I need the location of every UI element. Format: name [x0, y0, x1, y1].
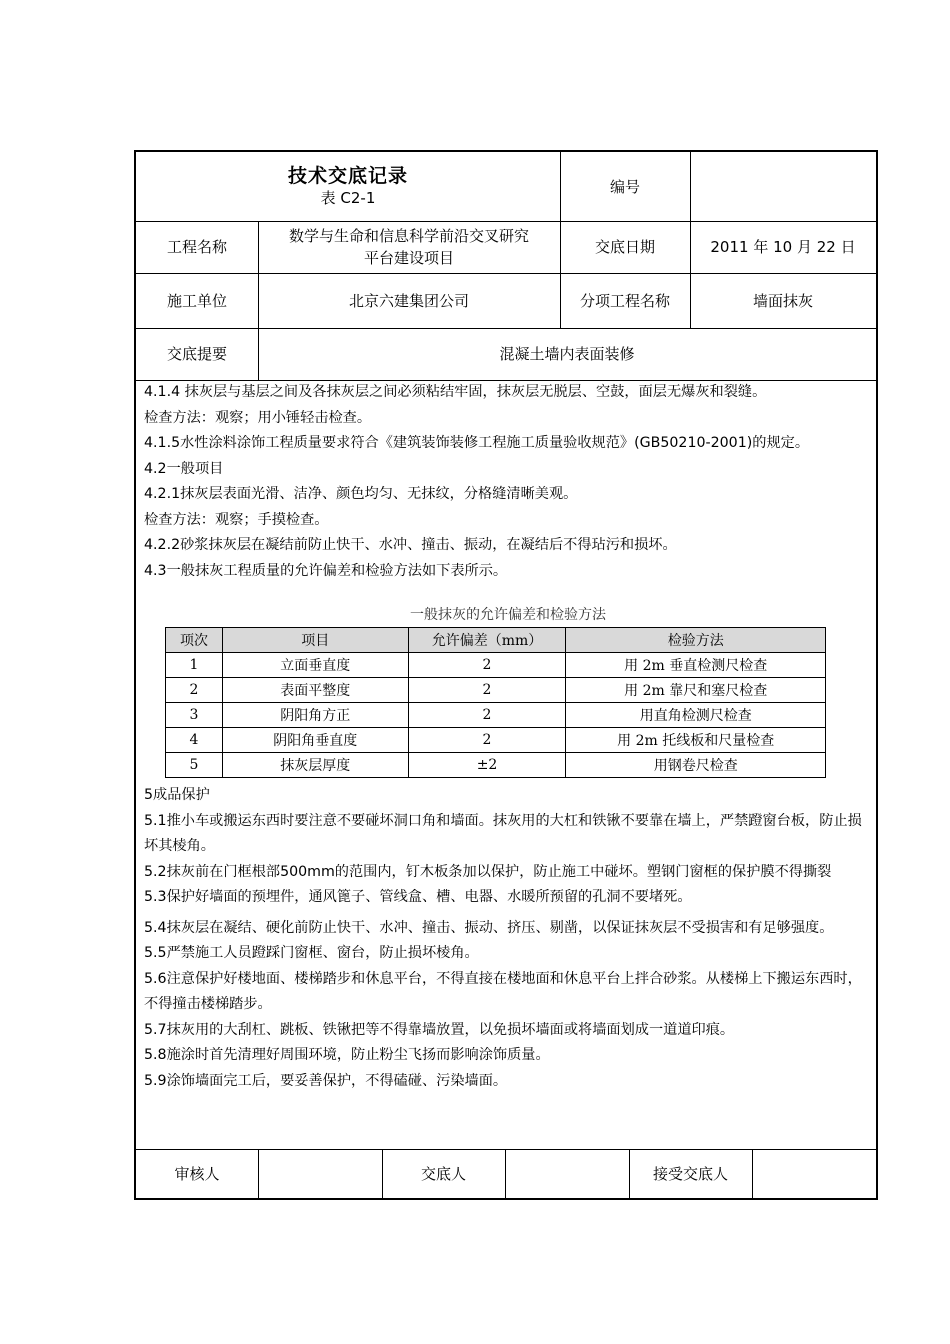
paragraph: 5.4抹灰层在凝结、硬化前防止快干、水冲、撞击、振动、挤压、剔凿，以保证抹灰层不受损害和有足够强度。 [144, 919, 834, 936]
table-cell: 用直角检测尺检查 [566, 703, 826, 728]
document-title: 技术交底记录 [287, 164, 408, 187]
paragraph: 5.2抹灰前在门框根部500mm的范围内，钉木板条加以保护，防止施工中碰坏。塑钢门窗框的保护膜不得撕裂 [144, 863, 832, 880]
table-header-cell: 项次 [166, 628, 223, 653]
table-cell: 阴阳角垂直度 [222, 728, 408, 753]
project-value [258, 221, 560, 273]
paragraph: 4.1.5水性涂料涂饰工程质量要求符合《建筑装饰装修工程施工质量验收规范》(GB50210-2001)的规定。 [144, 435, 810, 451]
table-cell: 4 [166, 728, 223, 753]
table-cell: 表面平整度 [222, 678, 408, 703]
subitem-value: 墙面抹灰 [752, 291, 813, 310]
reviewer-value [258, 1149, 382, 1199]
receiver-value [752, 1149, 876, 1199]
form-number: 表 C2-1 [320, 188, 376, 207]
table-row [166, 728, 826, 753]
project-label: 工程名称 [166, 238, 227, 256]
table-row [166, 653, 826, 678]
table-row [166, 753, 826, 778]
deviation-table [165, 627, 826, 778]
paragraph: 4.1.4 抹灰层与基层之间及各抹灰层之间必须粘结牢固，抹灰层无脱层、空鼓，面层无爆灰和裂缝。 [144, 384, 767, 400]
table-cell: 1 [166, 653, 223, 678]
table-cell: ±2 [408, 753, 566, 778]
content-before-table [144, 380, 872, 584]
paragraph: 4.2.1抹灰层表面光滑、洁净、颜色均匀、无抹纹，分格缝清晰美观。 [144, 486, 578, 502]
paragraph: 4.2一般项目 [144, 460, 224, 477]
table-cell: 2 [408, 703, 566, 728]
number-value [690, 152, 876, 221]
table-cell: 用钢卷尺检查 [566, 753, 826, 778]
reviewer-label: 审核人 [174, 1165, 220, 1183]
contractor-value: 北京六建集团公司 [348, 291, 469, 310]
paragraph: 5.9涂饰墙面完工后，要妥善保护，不得磕碰、污染墙面。 [144, 1072, 508, 1089]
project-value-line1: 数学与生命和信息科学前沿交叉研究 [288, 227, 529, 245]
paragraph: 5.6注意保护好楼地面、楼梯踏步和休息平台，不得直接在楼地面和休息平台上拌合砂浆。从楼梯上下搬运东西时，不得撞击楼梯踏步。 [144, 970, 862, 1012]
number-label: 编号 [609, 177, 640, 196]
paragraph: 检查方法：观察；用小锤轻击检查。 [144, 409, 372, 426]
paragraph: 5.8施涂时首先清理好周围环境，防止粉尘飞扬而影响涂饰质量。 [144, 1047, 550, 1063]
table-header-cell: 项目 [222, 628, 408, 653]
table-row [166, 703, 826, 728]
paragraph: 4.2.2砂浆抹灰层在凝结前防止快干、水冲、撞击、振动，在凝结后不得玷污和损坏。 [144, 537, 677, 553]
table-cell: 2 [166, 678, 223, 703]
content-after-table [144, 783, 872, 1094]
summary-label: 交底提要 [166, 345, 227, 363]
table-cell: 用 2m 垂直检测尺检查 [566, 653, 826, 678]
paragraph: 4.3一般抹灰工程质量的允许偏差和检验方法如下表所示。 [144, 562, 508, 579]
table-cell: 用 2m 托线板和尺量检查 [566, 728, 826, 753]
table-cell: 2 [408, 728, 566, 753]
table-cell: 2 [408, 678, 566, 703]
receiver-label: 接受交底人 [652, 1165, 728, 1183]
table-cell: 阴阳角方正 [222, 703, 408, 728]
paragraph: 5.3保护好墙面的预埋件，通风篦子、管线盒、槽、电器、水暖所预留的孔洞不要堵死。 [144, 889, 692, 905]
table-cell: 2 [408, 653, 566, 678]
table-row [166, 678, 826, 703]
date-value: 2011 年 10 月 22 日 [710, 238, 856, 256]
table-cell: 3 [166, 703, 223, 728]
table-header-cell: 允许偏差（mm） [408, 628, 566, 653]
title-block [136, 152, 560, 221]
subitem-label: 分项工程名称 [579, 291, 670, 310]
table-cell: 抹灰层厚度 [222, 753, 408, 778]
table-header-row [166, 628, 826, 653]
discloser-value [505, 1149, 629, 1199]
table-cell: 5 [166, 753, 223, 778]
paragraph: 5成品保护 [144, 787, 210, 803]
summary-value: 混凝土墙内表面装修 [499, 345, 635, 363]
paragraph: 5.5严禁施工人员蹬踩门窗框、窗台，防止损坏棱角。 [144, 945, 479, 961]
table-cell: 用 2m 靠尺和塞尺检查 [566, 678, 826, 703]
table-header-cell: 检验方法 [566, 628, 826, 653]
table-cell: 立面垂直度 [222, 653, 408, 678]
contractor-label: 施工单位 [166, 291, 227, 310]
paragraph: 5.7抹灰用的大刮杠、跳板、铁锹把等不得靠墙放置，以免损坏墙面或将墙面划成一道道印痕。 [144, 1021, 735, 1038]
table-title: 一般抹灰的允许偏差和检验方法 [410, 607, 606, 623]
discloser-label: 交底人 [420, 1165, 466, 1183]
paragraph: 5.1推小车或搬运东西时要注意不要碰坏洞口角和墙面。抹灰用的大杠和铁锹不要靠在墙上，严禁蹬窗台板，防止损坏其棱角。 [144, 812, 862, 854]
paragraph: 检查方法：观察；手摸检查。 [144, 511, 329, 528]
date-label: 交底日期 [594, 238, 655, 256]
project-value-line2: 平台建设项目 [363, 249, 454, 267]
